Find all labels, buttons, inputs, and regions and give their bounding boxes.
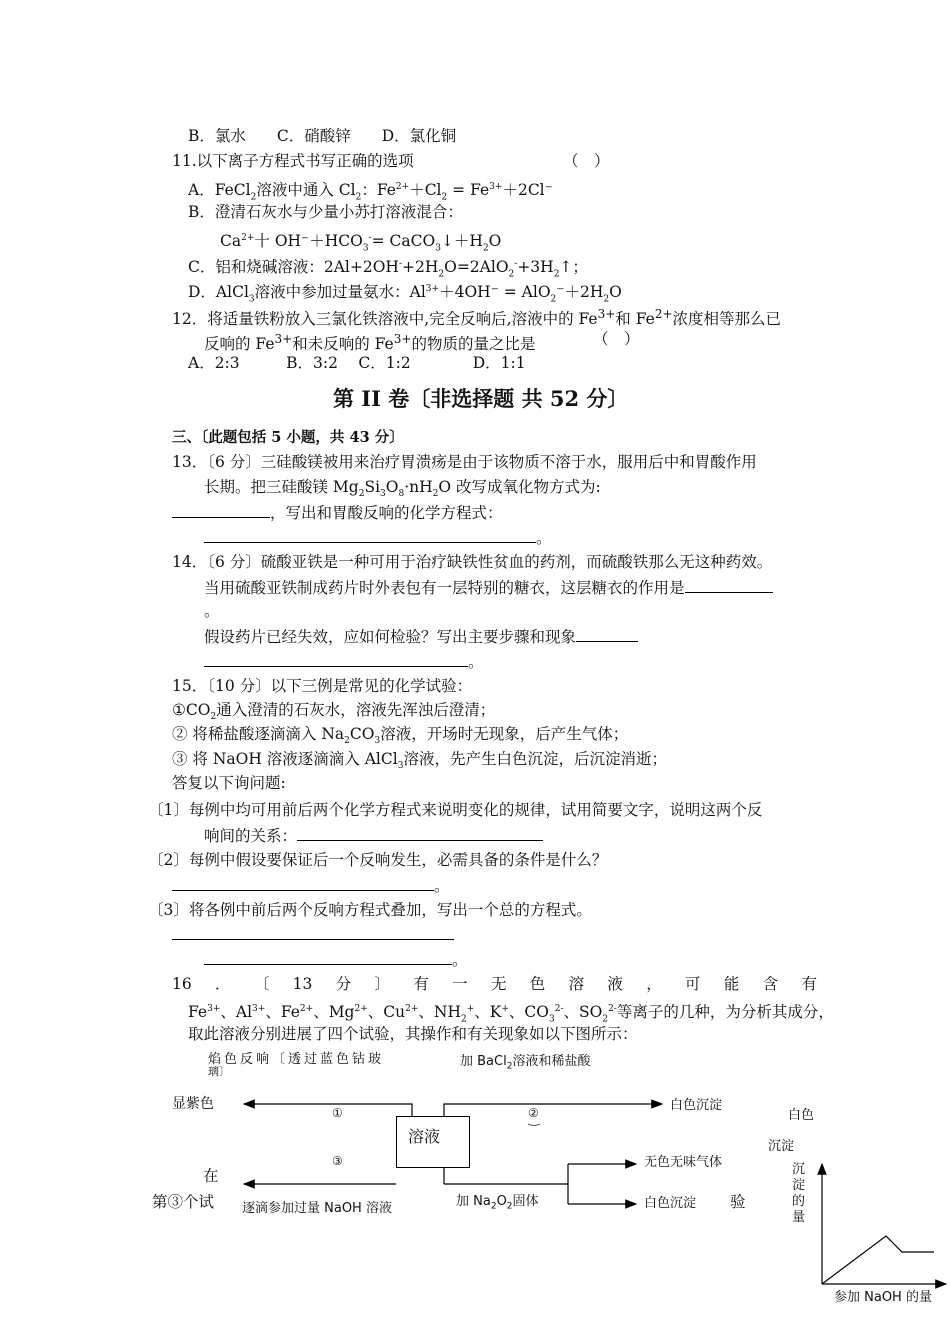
section-title: 第 II 卷〔非选择题 共 52 分〕 — [333, 386, 629, 411]
q16-line1-token: 有 — [801, 975, 817, 993]
q16-line1-token: 能 — [723, 975, 740, 993]
q10-options: B．氯水 C．硝酸锌 D．氯化铜 — [188, 127, 457, 145]
q16-line1-token: ． — [215, 975, 231, 993]
text-third-experiment: 第③个试 — [152, 1193, 215, 1211]
bacl2-label: 加 BaCl$_2$溶液和稀盐酸 — [460, 1054, 591, 1072]
q14-line3: 。 — [204, 602, 220, 620]
q14-line1: 14．〔6 分〕硫酸亚铁是一种可用于治疗缺铁性贫血的药剂，而硫酸铁那么无这种药效。 — [172, 553, 773, 571]
q11-option-b: B．澄清石灰水与少量小苏打溶液混合： — [188, 203, 463, 221]
q15-part2: 〔2〕每例中假设要保证后一个反响发生，必需具备的条件是什么？ — [148, 851, 608, 869]
step-1-marker: ① — [332, 1106, 343, 1120]
q15-answer-prompt: 答复以下询问题: — [172, 774, 286, 792]
white-precipitate-2: 白色沉淀 — [644, 1196, 697, 1211]
q13-line4: 。 — [204, 527, 552, 548]
q16-line2: $Fe^{3+}$、$Al^{3+}$、$Fe^{2+}$、$Mg^{2+}$、$Cu^{2+}$、$NH_2^+$、K+、$CO_3^{2-}$、$SO_2^{2-}$等离子的几种，为分析其成分， — [188, 1003, 834, 1025]
q16-line1-token: 无 — [490, 975, 507, 993]
graph-x-axis-label: 参加 NaOH 的量 — [834, 1290, 932, 1305]
graph-precipitate-line — [822, 1236, 934, 1284]
white-precipitate-1: 白色沉淀 — [670, 1098, 723, 1113]
solution-label: 溶液 — [408, 1127, 441, 1146]
q15-part3: 〔3〕将各例中前后两个反响方程式叠加，写出一个总的方程式。 — [148, 901, 592, 919]
graph-y-axis-label — [792, 1162, 806, 1226]
colorless-gas-result: 无色无味气体 — [644, 1155, 723, 1170]
q16-line1-token: 13 — [292, 975, 313, 993]
q12-line2: 反响的 $Fe^{3+}$和未反响的 $Fe^{3+}$的物质的量之比是 — [204, 332, 536, 354]
q14-line2: 当用硫酸亚铁制成药片时外表包有一层特别的糖衣，这层糖衣的作用是 — [204, 577, 773, 598]
q16-line1-token: 16 — [172, 975, 192, 993]
q16-line1-token: 液 — [607, 975, 623, 993]
part-three-heading: 三、〔此题包括 5 小题，共 43 分〕 — [172, 429, 404, 446]
q16-line1-token: 色 — [529, 975, 546, 993]
q16-line1-token: 含 — [762, 975, 779, 993]
q16-line1-token: 〕 — [374, 975, 391, 993]
q11-stem: 11.以下离子方程式书写正确的选项 — [172, 152, 414, 170]
na2o2-label: 加 $Na_2O_2$固体 — [456, 1194, 539, 1212]
graph-label-white: 白色 — [788, 1108, 815, 1123]
arrow-flame-test — [244, 1104, 412, 1116]
q16-line1-token: ， — [646, 975, 662, 993]
graph-label-precip: 沉淀 — [768, 1139, 795, 1154]
q16-line1-token: 有 — [413, 975, 429, 993]
q11-option-c: C．铝和烧碱溶液：$2Al+2OH^-+2H_2O=2AlO_2^-+3H_2↑$； — [188, 258, 588, 280]
q11-option-b-equation: $Ca^{2+}$十 $OH^-+HCO_3^-=$ $CaCO_3↓+H_2O$ — [220, 232, 502, 254]
step-2-marker: ② — [528, 1106, 539, 1120]
q13-line2: 长期。把三硅酸镁 $Mg_2Si_3O_8\cdot nH_2O$ 改写成氧化物方式为: — [204, 478, 601, 500]
flame-test-label-2: 璃〕 — [208, 1065, 230, 1078]
q15-example3: ③ 将 NaOH 溶液逐滴滴入 AlCl$_3$溶液，先产生白色沉淀，后沉淀消逝； — [172, 750, 667, 772]
q16-line1-token: 溶 — [568, 975, 585, 993]
q13-line1: 13．〔6 分〕三硅酸镁被用来治疗胃溃疡是由于该物质不溶于水，服用后中和胃酸作用 — [172, 453, 757, 471]
purple-result: 显紫色 — [172, 1096, 214, 1112]
naoh-label: 逐滴参加过量 NaOH 溶液 — [242, 1201, 392, 1216]
graph-ylabel-char: 量 — [792, 1210, 806, 1225]
q13-line3: ，写出和胃酸反响的化学方程式： — [172, 502, 503, 523]
q15-line1: 15．〔10 分〕以下三例是常见的化学试验： — [172, 677, 473, 695]
q16-line1-token: 〔 — [253, 975, 270, 993]
q16-line1-token: 分 — [335, 975, 352, 993]
q15-part2-answer: 。 — [172, 875, 450, 896]
text-zai: 在 — [203, 1167, 219, 1185]
q12-answer-paren: （ ） — [593, 330, 640, 348]
arrow-bacl2 — [444, 1104, 662, 1116]
q14-line5: 。 — [204, 651, 484, 672]
flame-test-label: 焰色反响〔透过蓝色钴玻 — [208, 1052, 385, 1067]
tilde-mark — [528, 1124, 540, 1126]
q11-answer-paren: （ ） — [563, 152, 610, 170]
step-3-marker: ③ — [332, 1154, 343, 1168]
q16-line1-token: 一 — [452, 975, 468, 993]
q11-option-a: A．FeCl$_2$溶液中通入 $Cl_2$：$Fe^{2+}+Cl_2 = Fe^{3+}+2Cl^-$ — [188, 181, 553, 203]
q15-part1: 〔1〕每例中均可用前后两个化学方程式来说明变化的规律，试用简要文字，说明这两个反 — [148, 801, 763, 819]
q16-line3: 取此溶液分别进展了四个试验，其操作和有关现象如以下图所示： — [188, 1025, 638, 1043]
graph-ylabel-char: 沉 — [792, 1162, 806, 1177]
q15-example1: $①CO_2$通入澄清的石灰水，溶液先浑浊后澄清； — [172, 701, 496, 723]
graph-ylabel-char: 的 — [792, 1194, 806, 1209]
q15-example2: ② 将稀盐酸逐滴滴入 $Na_2CO_3$溶液，开场时无现象，后产生气体； — [172, 725, 629, 747]
q14-line4: 假设药片已经失效，应如何检验？写出主要步骤和现象 — [204, 626, 638, 647]
q15-part1-cont: 响间的关系： — [204, 825, 543, 846]
q11-option-d: D．AlCl$_3$溶液中参加过量氨水：$Al^{3+}+4OH^- = AlO_2^-+2H_2O$ — [188, 283, 622, 305]
q12-options: A．2:3 B．3:2 C．1:2 D．1:1 — [188, 354, 526, 372]
graph-ylabel-char: 淀 — [792, 1178, 806, 1193]
q16-line1-token: 可 — [685, 975, 701, 993]
text-yan: 验 — [730, 1193, 746, 1211]
q15-part3-answer2: 。 — [204, 949, 468, 970]
q12-line1: 12．将适量铁粉放入三氯化铁溶液中,完全反响后,溶液中的 $Fe^{3+}$和 $Fe^{2+}$浓度相等那么已 — [172, 307, 782, 329]
